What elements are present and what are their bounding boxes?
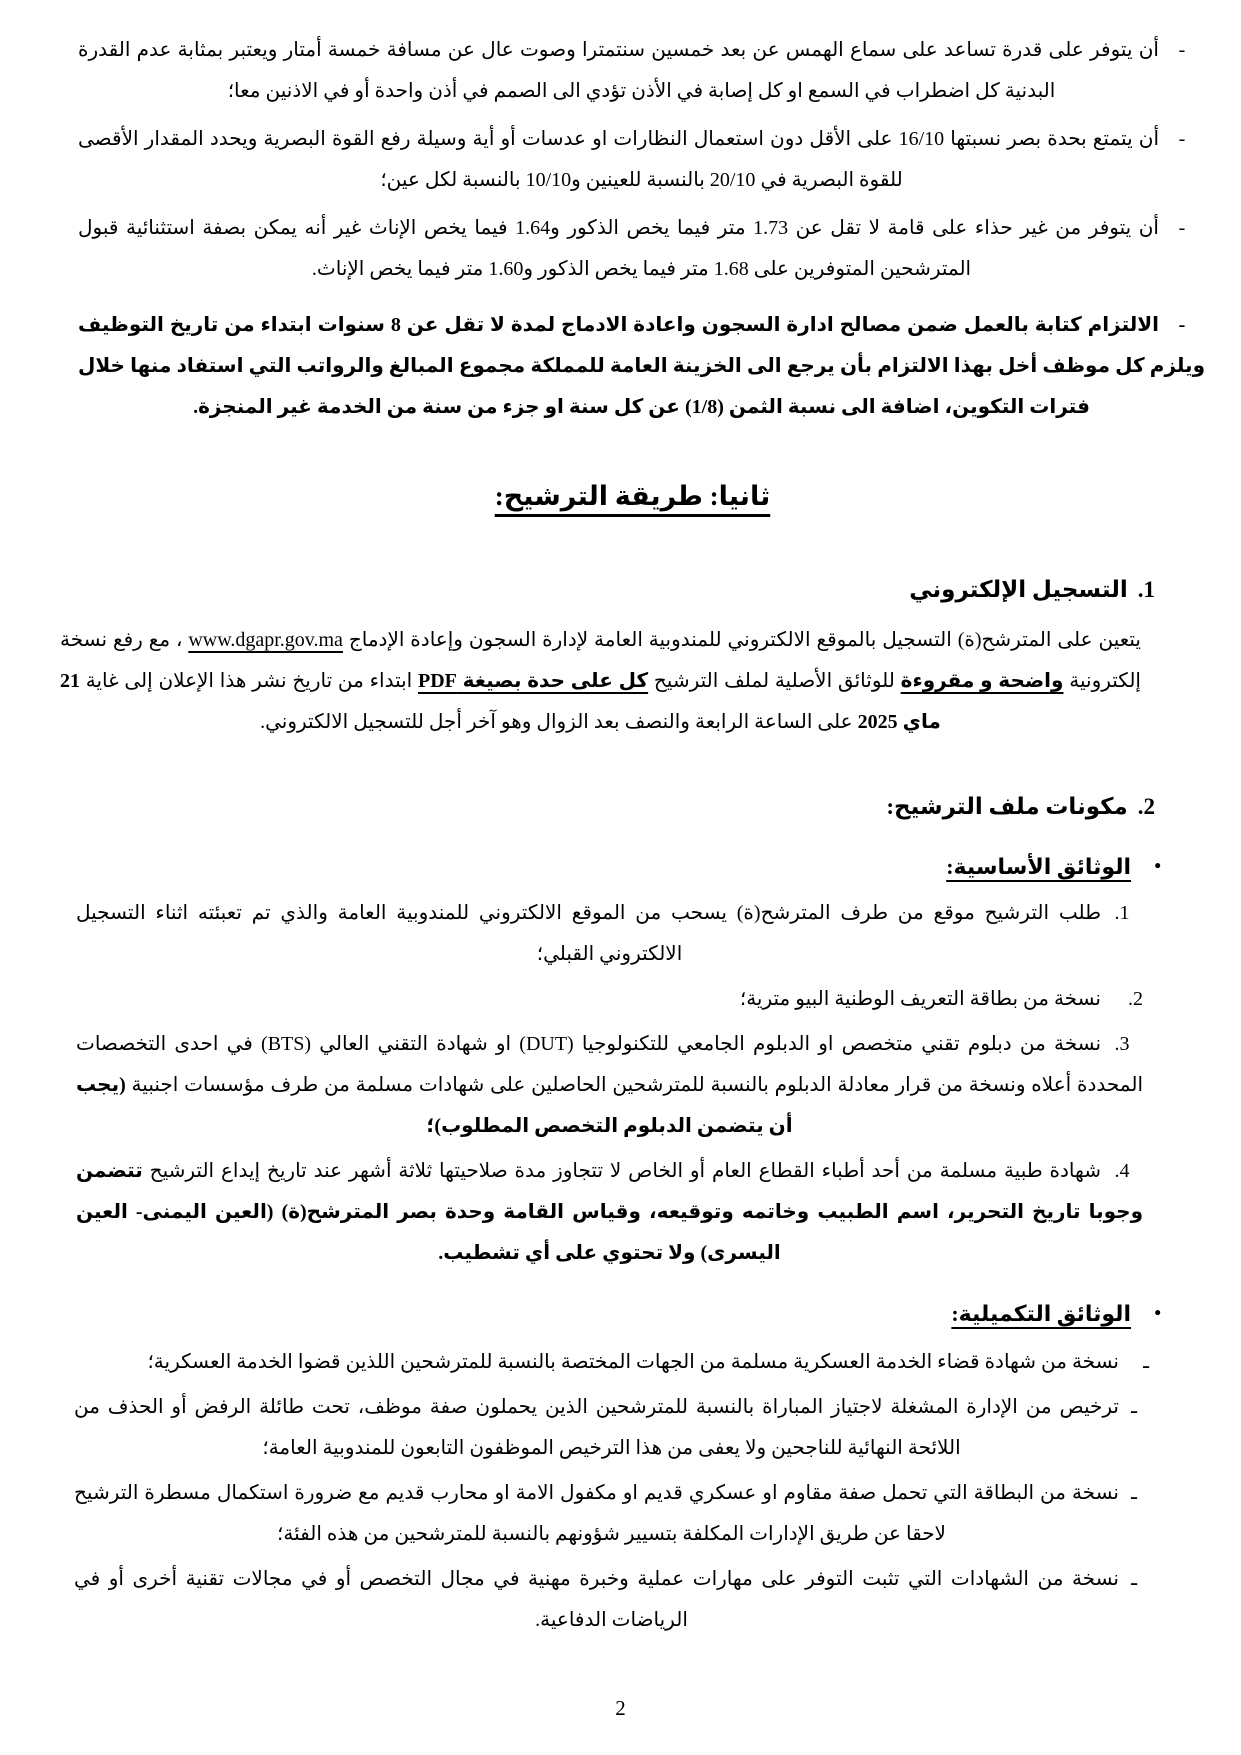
supplementary-item-employer-authorization xyxy=(60,1387,1149,1469)
subsection-number: 1. xyxy=(1137,577,1155,602)
subsection-number: 2. xyxy=(1137,794,1155,819)
item-bold-text: (يجب أن يتضمن الدبلوم التخصص المطلوب)؛ xyxy=(76,1074,793,1137)
supplementary-documents-heading xyxy=(60,1294,1161,1334)
supplementary-documents-list xyxy=(60,1342,1149,1641)
condition-text: أن يتوفر على قدرة تساعد على سماع الهمس عن بعد خمسين سنتمترا وصوت عال عن مسافة خمسة أمتار ويعتبر بمثابة عدم القدرة البدنية كل اضطراب في السمع او كل إصابة في الأذن تؤدي الى الصمم في أذن واحدة أو في الاذنين معا؛ xyxy=(78,39,1159,102)
conditions-list xyxy=(60,30,1205,428)
dash-bullet-marker: - xyxy=(1178,39,1186,61)
small-dash-marker: ـ xyxy=(1131,1482,1137,1504)
section-title xyxy=(60,474,1205,518)
item-text: ترخيص من الإدارة المشغلة لاجتياز المباراة بالنسبة للمترشحين الذين يحملون صفة موظف، تحت طائلة الرفض أو الحذف من اللائحة النهائية للناجحين ولا يعفى من هذا الترخيص الموظفون التابعون للمندوبية العامة؛ xyxy=(74,1396,1119,1459)
small-dash-marker: ـ xyxy=(1143,1351,1149,1373)
paragraph-text: ابتداء من تاريخ نشر هذا الإعلان إلى غاية xyxy=(80,670,419,692)
condition-text: أن يتوفر من غير حذاء على قامة لا تقل عن 1.73 متر فيما يخص الذكور و1.64 فيما يخص الإناث غير أنه يمكن بصفة استثنائية قبول المترشحين المتوفرين على 1.68 متر فيما يخص الذكور و1.60 متر فيما يخص الإناث. xyxy=(78,217,1159,280)
small-dash-marker: ـ xyxy=(1131,1568,1137,1590)
document-item-diploma xyxy=(60,1024,1143,1147)
document-item-id-card xyxy=(60,979,1143,1020)
supplementary-item-skills-certificates xyxy=(60,1559,1149,1641)
item-number: 2. xyxy=(1128,988,1143,1010)
basic-documents-group xyxy=(60,847,1205,1274)
supplementary-documents-title-text: الوثائق التكميلية: xyxy=(951,1301,1131,1326)
supplementary-item-military-service xyxy=(60,1342,1149,1383)
supplementary-documents-group xyxy=(60,1294,1205,1641)
small-dash-marker: ـ xyxy=(1131,1396,1137,1418)
item-text: نسخة من البطاقة التي تحمل صفة مقاوم او عسكري قديم او مكفول الامة او محارب قديم مع ضرورة استكمال مسطرة الترشيح لاحقا عن طريق الإدارات المكلفة بتسيير شؤونهم بالنسبة للمترشحين من هذه الفئة؛ xyxy=(74,1482,1119,1545)
dash-bullet-marker: - xyxy=(1178,217,1186,239)
item-text: نسخة من شهادة قضاء الخدمة العسكرية مسلمة من الجهات المختصة بالنسبة للمترشحين اللذين قضوا الخدمة العسكرية؛ xyxy=(147,1351,1119,1373)
round-bullet-marker: • xyxy=(1154,1303,1161,1324)
paragraph-text: يتعين على المترشح(ة) التسجيل بالموقع الالكتروني للمندوبية العامة لإدارة السجون وإعادة الإدماج xyxy=(342,629,1141,651)
item-text: نسخة من بطاقة التعريف الوطنية البيو مترية؛ xyxy=(739,988,1101,1010)
basic-documents-heading xyxy=(60,847,1161,887)
clear-readable-emphasis: واضحة و مقروءة xyxy=(900,670,1064,692)
item-number: 1. xyxy=(1114,902,1130,924)
paragraph-text: للوثائق الأصلية لملف الترشيح xyxy=(648,670,901,692)
deadline-date: 21 ماي 2025 xyxy=(60,670,941,733)
condition-item-commitment xyxy=(60,305,1205,428)
condition-item-vision xyxy=(60,119,1205,201)
condition-text: الالتزام كتابة بالعمل ضمن مصالح ادارة السجون واعادة الادماج لمدة لا تقل عن 8 سنوات ابتداء من تاريخ التوظيف ويلزم كل موظف أخل بهذا الالتزام بأن يرجع الى الخزينة العامة للمملكة مجموع المبالغ والرواتب التي استفاد منها خلال فترات التكوين، اضافة الى نسبة الثمن (1/8) عن كل سنة او جزء من سنة من الخدمة غير المنجزة. xyxy=(78,314,1205,418)
item-bold-text: تتضمن وجوبا تاريخ التحرير، اسم الطبيب وخاتمه وتوقيعه، وقياس القامة وحدة بصر المترشح(ة) (العين اليمنى- العين اليسرى) ولا تحتوي على أي تشطيب. xyxy=(76,1160,1143,1264)
document-item-medical-certificate xyxy=(60,1151,1143,1274)
item-text: طلب الترشيح موقع من طرف المترشح(ة) يسحب من الموقع الالكتروني للمندوبية العامة والذي تم تعبئته اثناء التسجيل الالكتروني القبلي؛ xyxy=(76,902,1101,965)
subsection-title-text: التسجيل الإلكتروني xyxy=(909,577,1128,602)
item-number: 3. xyxy=(1114,1033,1130,1055)
subsection-title-text: مكونات ملف الترشيح: xyxy=(886,794,1128,819)
item-text: نسخة من دبلوم تقني متخصص او الدبلوم الجامعي للتكنولوجيا (DUT) او شهادة التقني العالي (BTS) في احدى التخصصات المحددة أعلاه ونسخة من قرار معادلة الدبلوم بالنسبة للمترشحين الحاصلين على شهادات مسلمة من طرف مؤسسات اجنبية xyxy=(76,1033,1144,1096)
basic-documents-list xyxy=(60,893,1143,1274)
website-link[interactable]: www.dgapr.gov.ma xyxy=(188,629,343,651)
item-number: 4. xyxy=(1114,1160,1130,1182)
pdf-format-emphasis: كل على حدة بصيغة PDF xyxy=(418,670,649,692)
item-text: نسخة من الشهادات التي تثبت التوفر على مهارات عملية وخبرة مهنية في مجال التخصص أو في مجالات تقنية أخرى أو في الرياضات الدفاعية. xyxy=(74,1568,1119,1631)
paragraph-text: على الساعة الرابعة والنصف بعد الزوال وهو آخر أجل للتسجيل الالكتروني. xyxy=(260,711,858,733)
dash-bullet-marker: - xyxy=(1178,128,1186,150)
round-bullet-marker: • xyxy=(1154,856,1161,877)
page-number: 2 xyxy=(615,1696,626,1720)
condition-item-hearing xyxy=(60,30,1205,112)
item-text: شهادة طبية مسلمة من أحد أطباء القطاع العام أو الخاص لا تتجاوز مدة صلاحيتها ثلاثة أشهر عند تاريخ إيداع الترشيح xyxy=(142,1160,1101,1182)
dash-bullet-marker: - xyxy=(1178,314,1186,336)
subsection-registration-title xyxy=(60,570,1155,610)
registration-paragraph xyxy=(60,620,1141,743)
subsection-file-components-title xyxy=(60,787,1155,827)
condition-item-height xyxy=(60,208,1205,290)
paragraph-text: ، مع رفع نسخة إلكترونية xyxy=(60,629,1141,692)
basic-documents-title-text: الوثائق الأساسية: xyxy=(946,854,1131,879)
supplementary-item-veteran-card xyxy=(60,1473,1149,1555)
document-item-application xyxy=(60,893,1143,975)
section-title-text: ثانيا: طريقة الترشيح: xyxy=(494,481,771,511)
condition-text: أن يتمتع بحدة بصر نسبتها 16/10 على الأقل دون استعمال النظارات او عدسات أو أية وسيلة رفع القوة البصرية ويحدد المقدار الأقصى للقوة البصرية في 20/10 بالنسبة للعينين و10/10 بالنسبة لكل عين؛ xyxy=(78,128,1159,191)
